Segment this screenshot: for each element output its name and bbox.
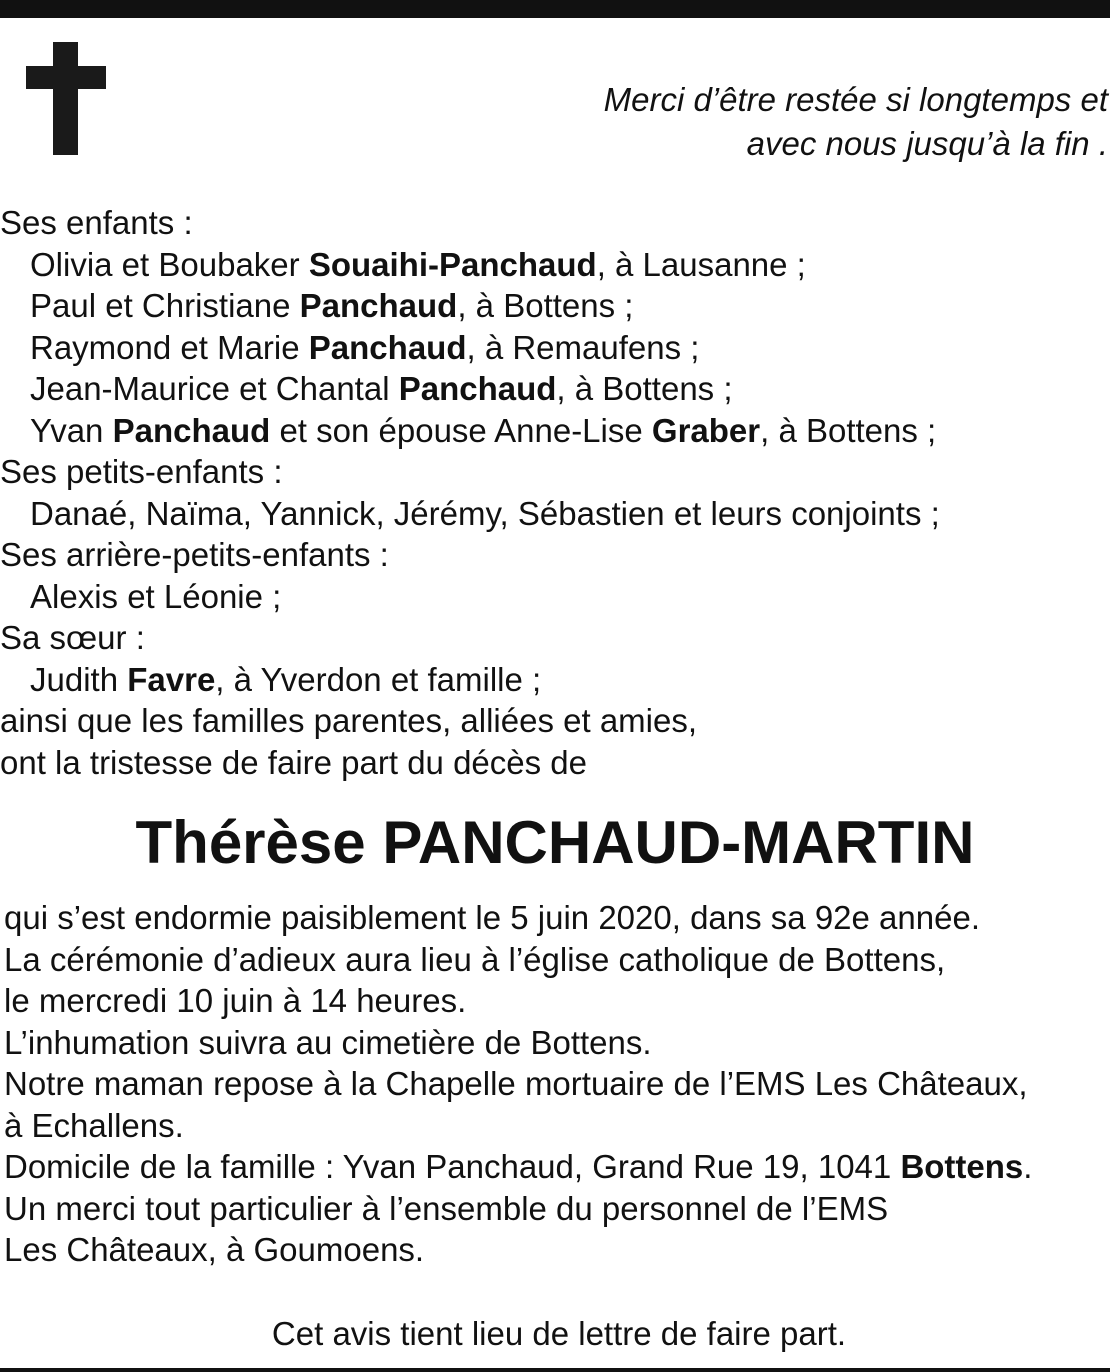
thanks-line: Les Châteaux, à Goumoens. [4,1231,425,1268]
top-border-rule [0,0,1110,18]
quote-line-2: avec nous jusqu’à la fin . [746,125,1108,162]
detail-line: le mercredi 10 juin à 14 heures. [4,982,467,1019]
relatives-line: ainsi que les familles parentes, alliées et amies, [0,702,698,739]
announce-line: ont la tristesse de faire part du décès de [0,743,588,781]
family-member-line: Jean-Maurice et Chantal Panchaud, à Bottens ; [30,370,733,407]
great-grandchildren-line: Alexis et Léonie ; [30,577,282,615]
quote-line-1: Merci d’être restée si longtemps et [603,81,1108,118]
detail-line: Notre maman repose à la Chapelle mortuaire de l’EMS Les Châteaux, [4,1065,1028,1102]
family-member-line: Paul et Christiane Panchaud, à Bottens ; [30,287,634,324]
family-member-line: Olivia et Boubaker Souaihi-Panchaud, à Lausanne ; [30,245,806,283]
detail-line: qui s’est endormie paisiblement le 5 juin 2020, dans sa 92e année. [4,899,980,936]
ceremony-details [4,897,1104,1271]
detail-line: La cérémonie d’adieux aura lieu à l’église catholique de Bottens, [4,940,946,978]
family-member-line: Raymond et Marie Panchaud, à Remaufens ; [30,328,700,366]
closing-note: Cet avis tient lieu de lettre de faire part. [271,1315,847,1352]
epigraph-quote [548,78,1108,166]
sister-heading: Sa sœur : [0,619,145,656]
domicile-line: Domicile de la famille : Yvan Panchaud, Grand Rue 19, 1041 Bottens. [4,1148,1033,1185]
bottom-border-rule [0,1368,1110,1372]
thanks-line: Un merci tout particulier à l’ensemble du personnel de l’EMS [4,1189,889,1227]
deceased-name: Thérèse PANCHAUD-MARTIN [135,809,975,876]
detail-line: L’inhumation suivra au cimetière de Bottens. [4,1023,652,1061]
family-member-line: Yvan Panchaud et son épouse Anne-Lise Graber, à Bottens ; [30,411,937,449]
sister-line: Judith Favre, à Yverdon et famille ; [30,660,542,698]
detail-line: à Echallens. [4,1106,184,1144]
children-heading: Ses enfants : [0,204,193,241]
grandchildren-line: Danaé, Naïma, Yannick, Jérémy, Sébastien et leurs conjoints ; [30,494,940,532]
latin-cross-icon [26,42,106,155]
family-list [0,202,1100,783]
great-grandchildren-heading: Ses arrière-petits-enfants : [0,536,389,573]
grandchildren-heading: Ses petits-enfants : [0,453,283,490]
